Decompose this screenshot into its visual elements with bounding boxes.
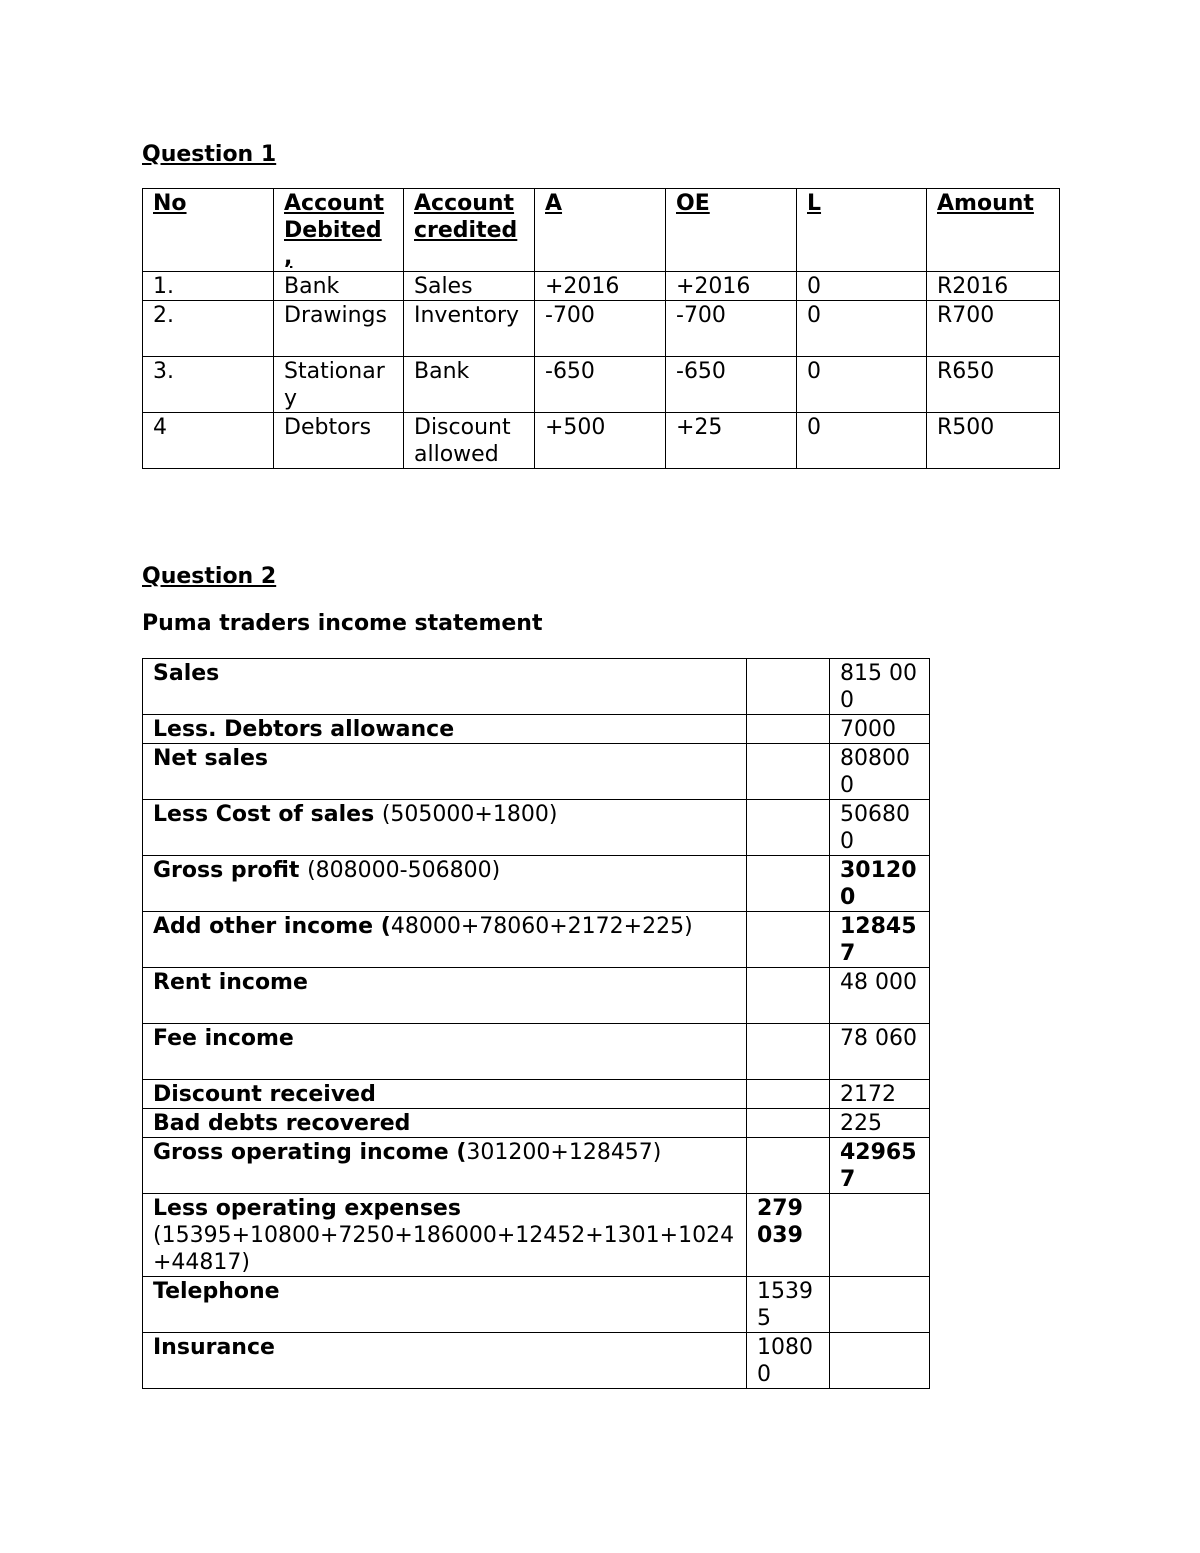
table-row bbox=[143, 413, 1060, 469]
question-1-heading: Question 1 bbox=[142, 142, 277, 167]
cell-owners-equity: -650 bbox=[666, 357, 797, 413]
question-2-heading: Question 2 bbox=[142, 564, 277, 589]
cell-total: 2172 bbox=[830, 1080, 930, 1109]
row-label bbox=[143, 1194, 747, 1277]
column-header-amount: Amount bbox=[927, 189, 1060, 272]
cell-no: 4 bbox=[143, 413, 274, 469]
cell-total bbox=[830, 1333, 930, 1389]
cell-assets: +500 bbox=[535, 413, 666, 469]
cell-account-credited: Discount allowed bbox=[404, 413, 535, 469]
cell-amount: R2016 bbox=[927, 272, 1060, 301]
income-statement-table bbox=[142, 658, 930, 1389]
table-row bbox=[143, 1277, 930, 1333]
label-text: Bad debts recovered bbox=[153, 1111, 411, 1136]
row-label bbox=[143, 1080, 747, 1109]
cell-amount: R700 bbox=[927, 301, 1060, 357]
row-label bbox=[143, 912, 747, 968]
table-row bbox=[143, 1333, 930, 1389]
cell-total: 48 000 bbox=[830, 968, 930, 1024]
label-text: Rent income bbox=[153, 970, 308, 995]
label-text: Discount received bbox=[153, 1082, 376, 1107]
table-row bbox=[143, 1109, 930, 1138]
cell-liabilities: 0 bbox=[797, 272, 927, 301]
income-statement-title: Puma traders income statement bbox=[142, 611, 543, 636]
table-row bbox=[143, 357, 1060, 413]
cell-assets: +2016 bbox=[535, 272, 666, 301]
cell-subtotal: 10800 bbox=[747, 1333, 830, 1389]
cell-account-debited: Bank bbox=[274, 272, 404, 301]
cell-account-credited: Bank bbox=[404, 357, 535, 413]
cell-no: 2. bbox=[143, 301, 274, 357]
table-row bbox=[143, 968, 930, 1024]
cell-total: 128457 bbox=[830, 912, 930, 968]
cell-total bbox=[830, 1194, 930, 1277]
label-text: Less. Debtors allowance bbox=[153, 717, 455, 742]
column-header-assets: A bbox=[535, 189, 666, 272]
table-row bbox=[143, 744, 930, 800]
row-label bbox=[143, 1024, 747, 1080]
table-row bbox=[143, 659, 930, 715]
row-label bbox=[143, 1138, 747, 1194]
cell-no: 1. bbox=[143, 272, 274, 301]
cell-total: 808000 bbox=[830, 744, 930, 800]
cell-total bbox=[830, 1277, 930, 1333]
cell-account-debited: Debtors bbox=[274, 413, 404, 469]
row-label bbox=[143, 968, 747, 1024]
cell-account-credited: Sales bbox=[404, 272, 535, 301]
row-label bbox=[143, 1277, 747, 1333]
table-row bbox=[143, 301, 1060, 357]
cell-amount: R500 bbox=[927, 413, 1060, 469]
cell-subtotal bbox=[747, 800, 830, 856]
cell-subtotal bbox=[747, 1138, 830, 1194]
cell-subtotal bbox=[747, 856, 830, 912]
label-detail: 48000+78060+2172+225) bbox=[390, 914, 693, 939]
label-text: Less Cost of sales bbox=[153, 802, 375, 827]
row-label bbox=[143, 800, 747, 856]
label-detail: (15395+10800+7250+186000+12452+1301+1024+44817) bbox=[153, 1223, 735, 1275]
row-label bbox=[143, 744, 747, 800]
label-text: Less operating expenses bbox=[153, 1196, 461, 1221]
label-text: Sales bbox=[153, 661, 220, 686]
cell-account-debited: Stationary bbox=[274, 357, 404, 413]
cell-subtotal bbox=[747, 1024, 830, 1080]
label-text: Gross profit bbox=[153, 858, 300, 883]
cell-owners-equity: +25 bbox=[666, 413, 797, 469]
column-header-liabilities: L bbox=[797, 189, 927, 272]
cell-owners-equity: -700 bbox=[666, 301, 797, 357]
table-row bbox=[143, 715, 930, 744]
label-text: Net sales bbox=[153, 746, 269, 771]
column-header-account-credited: Account credited bbox=[404, 189, 535, 272]
table-row bbox=[143, 1080, 930, 1109]
table-row bbox=[143, 856, 930, 912]
cell-subtotal bbox=[747, 912, 830, 968]
cell-total: 78 060 bbox=[830, 1024, 930, 1080]
cell-subtotal bbox=[747, 1109, 830, 1138]
journal-analysis-table bbox=[142, 188, 1060, 469]
row-label bbox=[143, 1333, 747, 1389]
cell-amount: R650 bbox=[927, 357, 1060, 413]
row-label bbox=[143, 1109, 747, 1138]
cell-liabilities: 0 bbox=[797, 301, 927, 357]
cell-subtotal bbox=[747, 715, 830, 744]
cell-total: 506800 bbox=[830, 800, 930, 856]
label-detail: (505000+1800) bbox=[381, 802, 558, 827]
table-row bbox=[143, 1024, 930, 1080]
table-row bbox=[143, 272, 1060, 301]
cell-total: 225 bbox=[830, 1109, 930, 1138]
cell-total: 429657 bbox=[830, 1138, 930, 1194]
table-row bbox=[143, 1194, 930, 1277]
label-text: Telephone bbox=[153, 1279, 280, 1304]
cell-total: 7000 bbox=[830, 715, 930, 744]
cell-liabilities: 0 bbox=[797, 357, 927, 413]
column-header-account-debited: Account Debited , bbox=[274, 189, 404, 272]
table-row bbox=[143, 1138, 930, 1194]
cell-total: 815 000 bbox=[830, 659, 930, 715]
label-detail: 301200+128457) bbox=[466, 1140, 662, 1165]
cell-liabilities: 0 bbox=[797, 413, 927, 469]
table-row bbox=[143, 912, 930, 968]
label-text: Gross operating income ( bbox=[153, 1140, 467, 1165]
cell-subtotal bbox=[747, 659, 830, 715]
table-row bbox=[143, 800, 930, 856]
row-label bbox=[143, 659, 747, 715]
row-label bbox=[143, 715, 747, 744]
cell-total: 301200 bbox=[830, 856, 930, 912]
column-header-owners-equity: OE bbox=[666, 189, 797, 272]
cell-owners-equity: +2016 bbox=[666, 272, 797, 301]
cell-subtotal: 15395 bbox=[747, 1277, 830, 1333]
label-text: Insurance bbox=[153, 1335, 275, 1360]
label-text: Fee income bbox=[153, 1026, 294, 1051]
table-header-row bbox=[143, 189, 1060, 272]
cell-assets: -700 bbox=[535, 301, 666, 357]
column-header-no: No bbox=[143, 189, 274, 272]
label-detail: (808000-506800) bbox=[307, 858, 501, 883]
cell-assets: -650 bbox=[535, 357, 666, 413]
label-text: Add other income ( bbox=[153, 914, 391, 939]
cell-subtotal bbox=[747, 968, 830, 1024]
cell-subtotal bbox=[747, 1080, 830, 1109]
cell-subtotal: 279 039 bbox=[747, 1194, 830, 1277]
cell-subtotal bbox=[747, 744, 830, 800]
cell-account-credited: Inventory bbox=[404, 301, 535, 357]
row-label bbox=[143, 856, 747, 912]
cell-no: 3. bbox=[143, 357, 274, 413]
cell-account-debited: Drawings bbox=[274, 301, 404, 357]
